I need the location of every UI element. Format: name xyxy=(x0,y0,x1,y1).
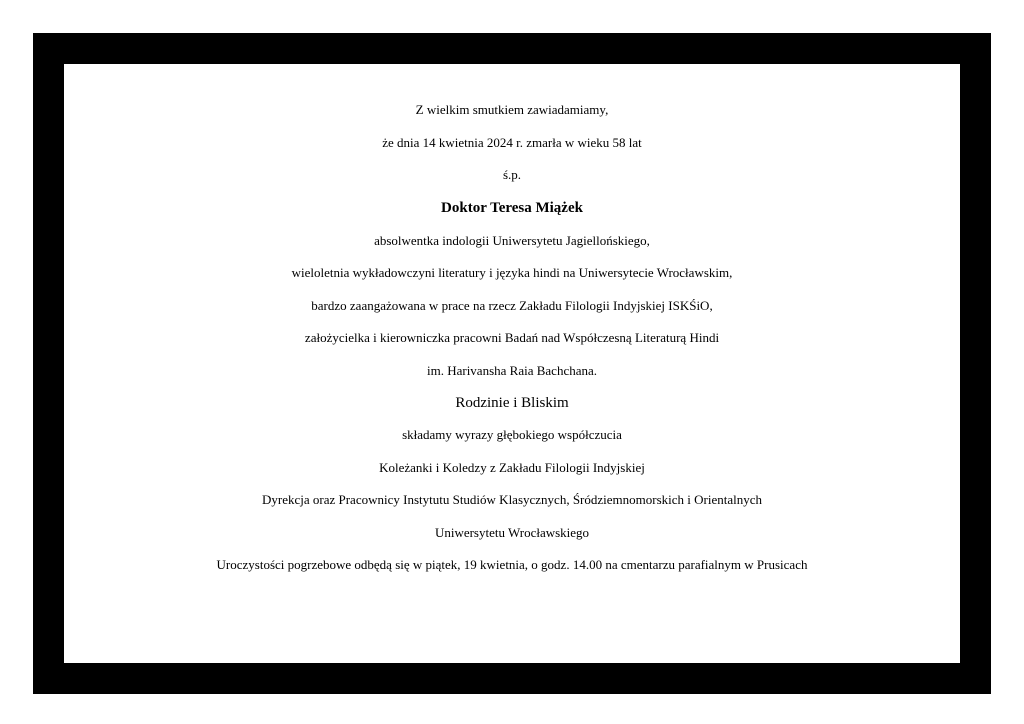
mourning-frame xyxy=(33,33,991,694)
workshop-name-line: im. Harivansha Raia Bachchana. xyxy=(426,362,597,378)
family-address-line: Rodzinie i Bliskim xyxy=(455,395,569,411)
career-line: wieloletnia wykładowczyni literatury i języka hindi na Uniwersytecie Wrocławskim, xyxy=(291,265,733,280)
condolences-line: składamy wyrazy głębokiego współczucia xyxy=(402,427,622,442)
obituary-text xyxy=(64,94,960,582)
university-line: Uniwersytetu Wrocławskiego xyxy=(434,524,590,540)
announcement-line: Z wielkim smutkiem zawiadamiamy, xyxy=(415,102,609,117)
education-line: absolwentka indologii Uniwersytetu Jagiellońskiego, xyxy=(374,232,650,248)
institute-line: Dyrekcja oraz Pracownicy Instytutu Studiów Klasycznych, Śródziemnomorskich i Orientalnych xyxy=(261,492,762,507)
honorific-line: ś.p. xyxy=(502,167,522,182)
notice-card xyxy=(64,64,960,663)
colleagues-line: Koleżanki i Koledzy z Zakładu Filologii Indyjskiej xyxy=(379,459,645,475)
engagement-line: bardzo zaangażowana w prace na rzecz Zakładu Filologii Indyjskiej ISKŚiO, xyxy=(311,297,713,313)
date-of-death-line: że dnia 14 kwietnia 2024 r. zmarła w wieku 58 lat xyxy=(382,134,642,150)
funeral-info-line: Uroczystości pogrzebowe odbędą się w piątek, 19 kwietnia, o godz. 14.00 na cmentarzu parafialnym w Prusicach xyxy=(216,557,808,572)
founder-line: założycielka i kierowniczka pracowni Badań nad Współczesną Literaturą Hindi xyxy=(304,330,720,345)
deceased-name: Doktor Teresa Miążek xyxy=(441,199,583,216)
